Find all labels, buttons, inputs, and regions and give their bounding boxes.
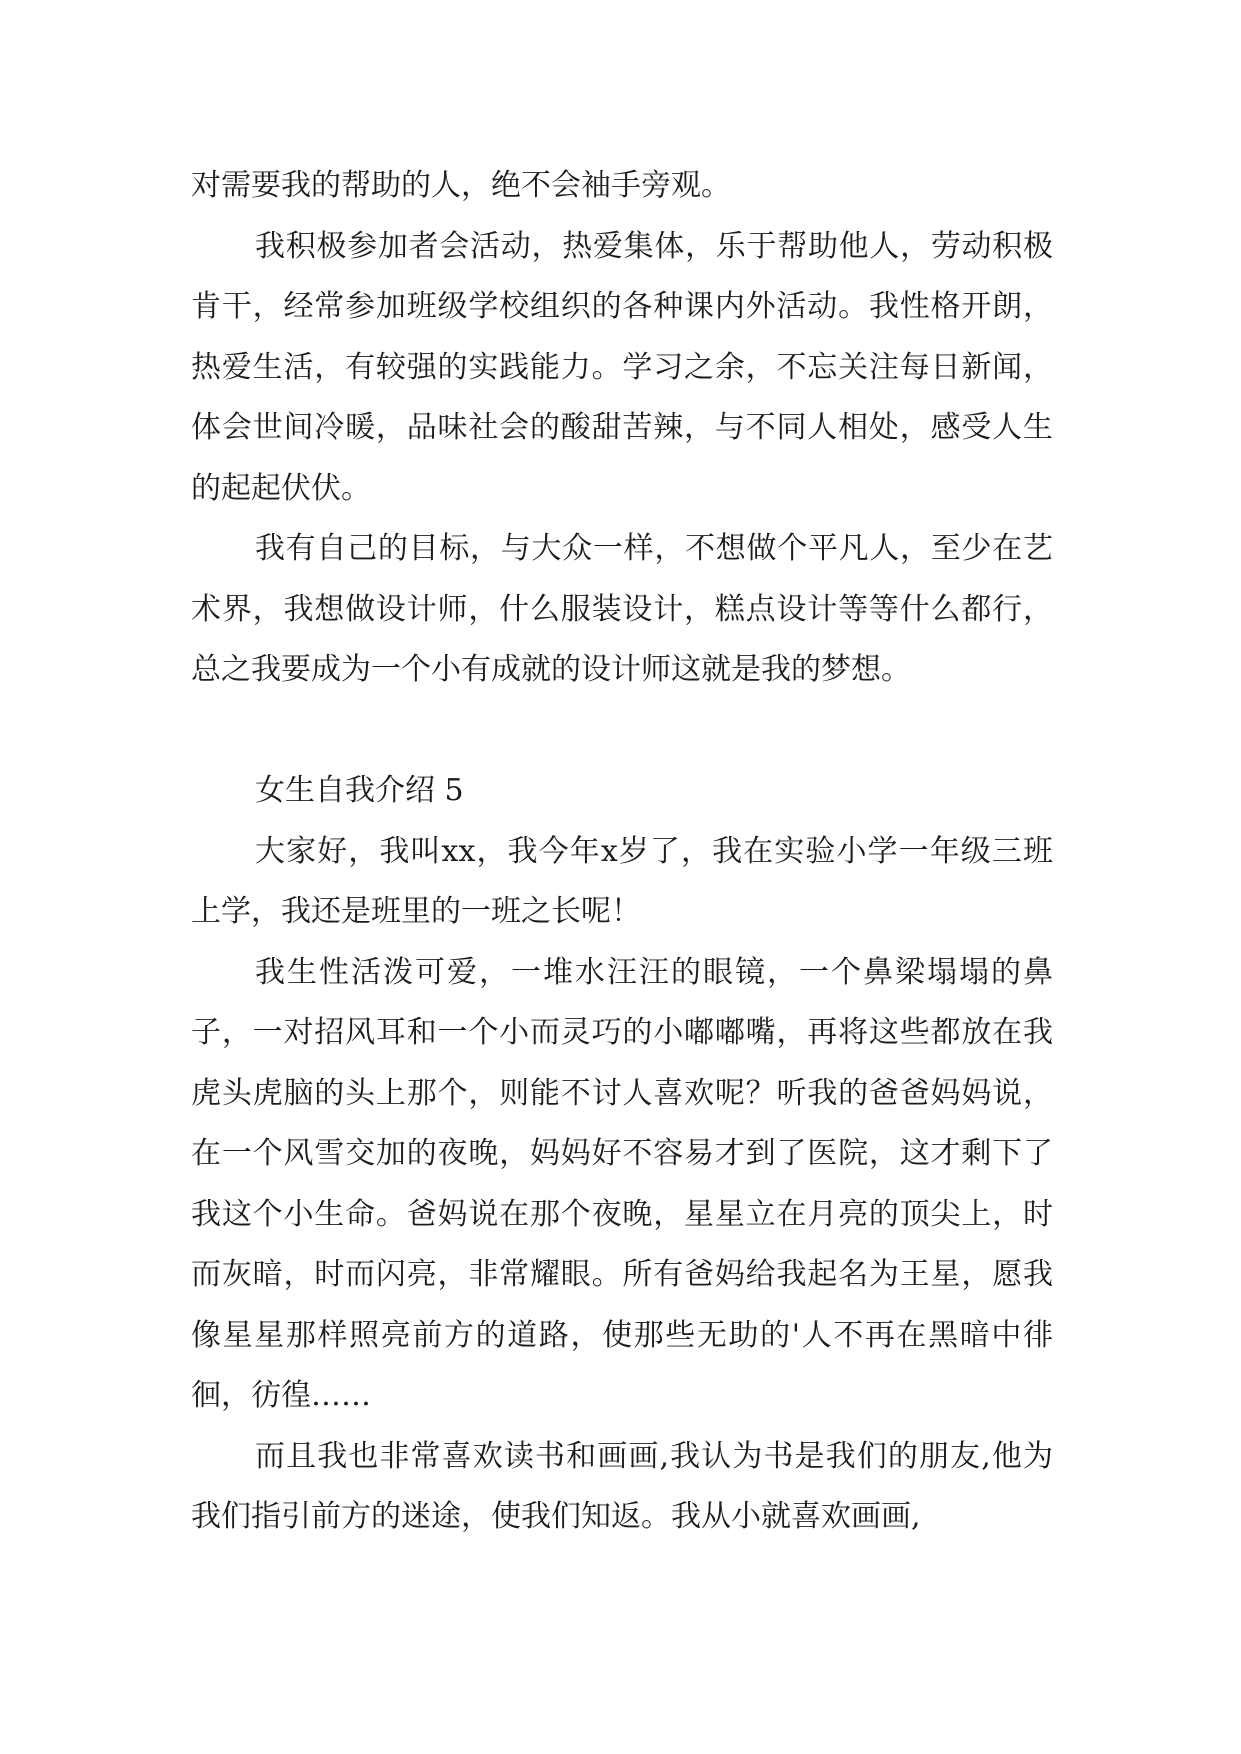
paragraph-greeting: 大家好，我叫xx，我今年x岁了，我在实验小学一年级三班上学，我还是班里的一班之长呢！	[191, 833, 1053, 929]
paragraph-personality: 我生性活泼可爱，一堆水汪汪的眼镜，一个鼻梁塌塌的鼻子，一对招风耳和一个小而灵巧的小嘟嘟嘴，再将这些都放在我虎头虎脑的头上那个，则能不讨人喜欢呢？听我的爸爸妈妈说，在一个风雪交加的夜晚，妈妈好不容易才到了医院，这才剩下了我这个小生命。爸妈说在那个夜晚，星星立在月亮的顶尖上，时而灰暗，时而闪亮，非常耀眼。所有爸妈给我起名为王星，愿我像星星那样照亮前方的道路，使那些无助的'人不再在黑暗中徘徊，彷徨……	[191, 954, 1053, 1413]
section-heading: 女生自我介绍 5	[255, 773, 464, 808]
paragraph-continuation: 对需要我的帮助的人，绝不会袖手旁观。	[191, 168, 731, 203]
paragraph-hobbies: 而且我也非常喜欢读书和画画,我认为书是我们的朋友,他为我们指引前方的迷途，使我们知返。我从小就喜欢画画,	[191, 1438, 1053, 1534]
paragraph-activities: 我积极参加者会活动，热爱集体，乐于帮助他人，劳动积极肯干，经常参加班级学校组织的各种课内外活动。我性格开朗，热爱生活，有较强的实践能力。学习之余，不忘关注每日新闻，体会世间冷暖，品味社会的酸甜苦辣，与不同人相处，感受人生的起起伏伏。	[191, 228, 1053, 506]
paragraph-goals: 我有自己的目标，与大众一样，不想做个平凡人，至少在艺术界，我想做设计师，什么服装设计，糕点设计等等什么都行，总之我要成为一个小有成就的设计师这就是我的梦想。	[191, 531, 1053, 687]
document-body	[191, 156, 1053, 1548]
blank-line	[191, 701, 1053, 762]
